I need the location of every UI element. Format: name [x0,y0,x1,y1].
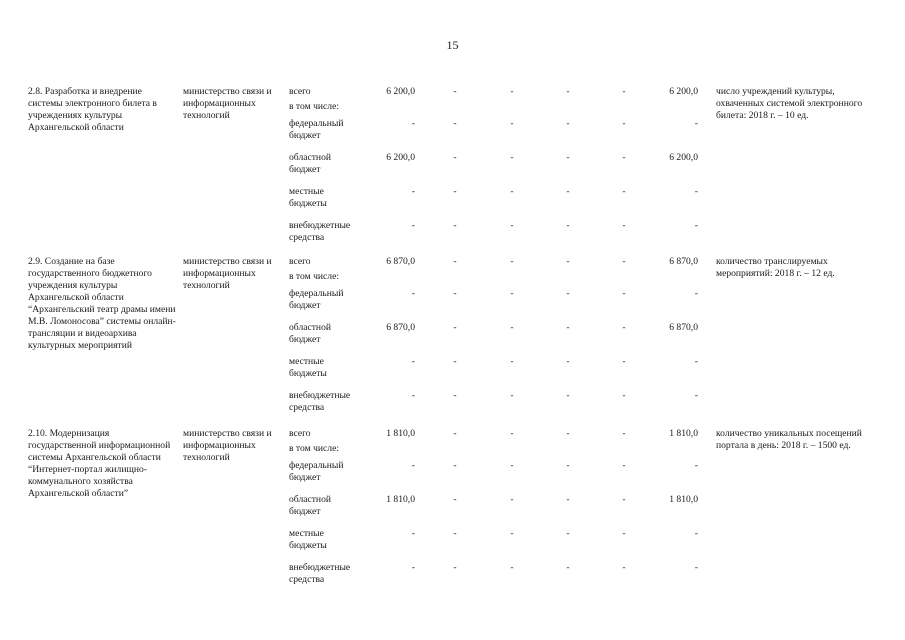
funding-year-1: - [453,356,457,367]
funding-year-2: - [510,562,514,573]
funding-year-3: - [566,220,570,231]
funding-year-1: - [453,390,457,401]
funding-sum: - [694,390,698,401]
funding-total: 1 810,0 [386,494,415,505]
funding-year-3: - [566,288,570,299]
funding-year-2: - [510,528,514,539]
funding-year-3: - [566,186,570,197]
executor: министерство связи и информационных технологий [183,86,272,121]
funding-year-4: - [622,390,626,401]
indicator: количество транслируемых мероприятий: 2018 г. – 12 ед. [716,256,835,279]
funding-year-3: - [566,494,570,505]
funding-total: 6 200,0 [386,86,415,97]
funding-total: 6 870,0 [386,256,415,267]
funding-year-4: - [622,86,626,97]
funding-sum: 6 870,0 [669,322,698,333]
funding-year-4: - [622,118,626,129]
funding-total: - [411,562,415,573]
funding-source: местные бюджеты [289,528,327,551]
funding-source: федеральный бюджет [289,118,344,141]
funding-source: областной бюджет [289,322,332,345]
funding-year-3: - [566,562,570,573]
funding-source: федеральный бюджет [289,460,344,483]
funding-year-4: - [622,256,626,267]
funding-year-1: - [453,118,457,129]
funding-year-1: - [453,152,457,163]
funding-year-4: - [622,152,626,163]
funding-year-4: - [622,494,626,505]
funding-year-2: - [510,256,514,267]
funding-sum: - [694,220,698,231]
funding-source: в том числе: [289,271,340,282]
funding-year-3: - [566,390,570,401]
funding-year-3: - [566,322,570,333]
funding-year-1: - [453,322,457,333]
funding-year-4: - [622,356,626,367]
funding-source: областной бюджет [289,152,332,175]
funding-year-4: - [622,186,626,197]
funding-total: - [411,390,415,401]
executor: министерство связи и информационных технологий [183,428,272,463]
funding-year-2: - [510,86,514,97]
funding-total: - [411,118,415,129]
funding-total: - [411,220,415,231]
activity-name: 2.10. Модернизация государственной информационной системы Архангельской области “Интернет-портал жилищно-коммунального хозяйства Архангельской области” [28,428,171,499]
funding-sum: 6 200,0 [669,152,698,163]
funding-year-3: - [566,528,570,539]
funding-year-4: - [622,528,626,539]
funding-source: местные бюджеты [289,356,327,379]
funding-year-1: - [453,186,457,197]
funding-year-1: - [453,220,457,231]
funding-year-2: - [510,220,514,231]
funding-year-4: - [622,322,626,333]
funding-total: 1 810,0 [386,428,415,439]
activity-name: 2.9. Создание на базе государственного бюджетного учреждения культуры Архангельской области “Архангельский театр драмы имени М.В. Ломоносова” системы онлайн-трансляции и видеоархива культурных мероприятий [28,256,176,351]
funding-source: областной бюджет [289,494,332,517]
funding-total: 6 200,0 [386,152,415,163]
funding-source: в том числе: [289,101,340,112]
funding-year-1: - [453,86,457,97]
funding-year-3: - [566,460,570,471]
funding-sum: - [694,356,698,367]
funding-source: внебюджетные средства [289,220,351,243]
funding-sum: - [694,186,698,197]
funding-source: всего [289,86,311,97]
funding-year-1: - [453,288,457,299]
funding-source: внебюджетные средства [289,390,351,413]
indicator: количество уникальных посещений портала в день: 2018 г. – 1500 ед. [716,428,862,451]
funding-sum: - [694,118,698,129]
funding-year-2: - [510,288,514,299]
funding-sum: 1 810,0 [669,428,698,439]
funding-year-2: - [510,186,514,197]
funding-year-4: - [622,288,626,299]
funding-year-1: - [453,494,457,505]
funding-year-4: - [622,428,626,439]
funding-sum: - [694,460,698,471]
activity-name: 2.8. Разработка и внедрение системы электронного билета в учреждениях культуры Архангельской области [28,86,157,133]
funding-source: всего [289,256,311,267]
funding-sum: 6 200,0 [669,86,698,97]
funding-source: местные бюджеты [289,186,327,209]
funding-year-2: - [510,428,514,439]
funding-sum: - [694,562,698,573]
funding-year-1: - [453,562,457,573]
funding-year-2: - [510,322,514,333]
funding-year-2: - [510,356,514,367]
funding-total: - [411,186,415,197]
funding-total: - [411,288,415,299]
funding-sum: - [694,528,698,539]
funding-year-4: - [622,562,626,573]
funding-source: внебюджетные средства [289,562,351,585]
funding-source: федеральный бюджет [289,288,344,311]
funding-year-1: - [453,428,457,439]
funding-year-3: - [566,256,570,267]
funding-total: - [411,460,415,471]
funding-sum: 6 870,0 [669,256,698,267]
funding-year-3: - [566,118,570,129]
executor: министерство связи и информационных технологий [183,256,272,291]
funding-year-3: - [566,428,570,439]
funding-year-4: - [622,220,626,231]
funding-total: 6 870,0 [386,322,415,333]
funding-year-2: - [510,390,514,401]
indicator: число учреждений культуры, охваченных системой электронного билета: 2018 г. – 10 ед. [716,86,863,121]
funding-year-2: - [510,460,514,471]
funding-total: - [411,528,415,539]
page-number: 15 [446,38,459,52]
funding-year-3: - [566,86,570,97]
funding-year-2: - [510,152,514,163]
funding-year-1: - [453,528,457,539]
funding-source: всего [289,428,311,439]
funding-year-3: - [566,152,570,163]
funding-source: в том числе: [289,443,340,454]
funding-sum: - [694,288,698,299]
funding-year-2: - [510,118,514,129]
funding-year-2: - [510,494,514,505]
funding-year-1: - [453,256,457,267]
funding-year-1: - [453,460,457,471]
funding-sum: 1 810,0 [669,494,698,505]
funding-year-3: - [566,356,570,367]
funding-total: - [411,356,415,367]
funding-year-4: - [622,460,626,471]
